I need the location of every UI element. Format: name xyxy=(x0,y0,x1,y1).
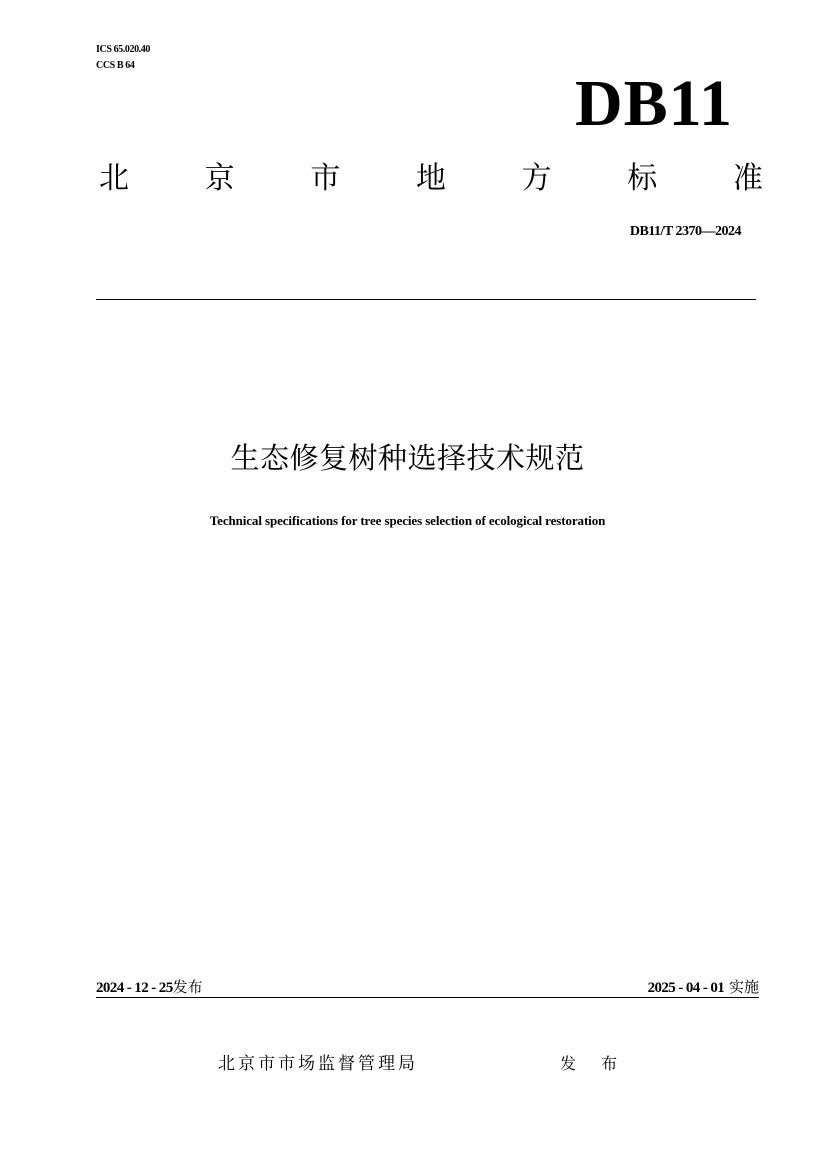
standard-type-heading xyxy=(98,157,764,201)
standard-type-char: 市 xyxy=(310,161,341,196)
issue-label: 发布 xyxy=(172,978,203,996)
issue-date-value: 2024 - 12 - 25 xyxy=(96,980,173,996)
standard-type-char: 北 xyxy=(99,161,129,196)
standard-type-char: 标 xyxy=(627,161,658,196)
publish-label: 发 布 xyxy=(560,1054,628,1073)
classification-codes xyxy=(96,42,150,74)
header-divider xyxy=(96,299,756,300)
standard-type-char: 方 xyxy=(521,161,552,196)
implementation-date-value: 2025 - 04 - 01 xyxy=(647,980,725,996)
implementation-date xyxy=(648,976,759,999)
ccs-code: CCS B 64 xyxy=(96,60,135,71)
standard-type-char: 准 xyxy=(732,161,763,196)
ics-code: ICS 65.020.40 xyxy=(96,44,150,55)
standard-logo: DB11 xyxy=(574,67,733,140)
issue-date xyxy=(96,976,203,999)
title-english: Technical specifications for tree species selection of ecological restoration xyxy=(209,513,606,528)
publisher: 北京市市场监督管理局 xyxy=(218,1054,418,1074)
implementation-label: 实施 xyxy=(728,978,759,996)
footer-divider xyxy=(96,997,759,998)
standard-type-char: 京 xyxy=(204,161,235,196)
standard-number: DB11/T 2370—2024 xyxy=(629,224,741,239)
title-chinese: 生态修复树种选择技术规范 xyxy=(230,441,585,475)
standard-type-char: 地 xyxy=(415,161,446,196)
